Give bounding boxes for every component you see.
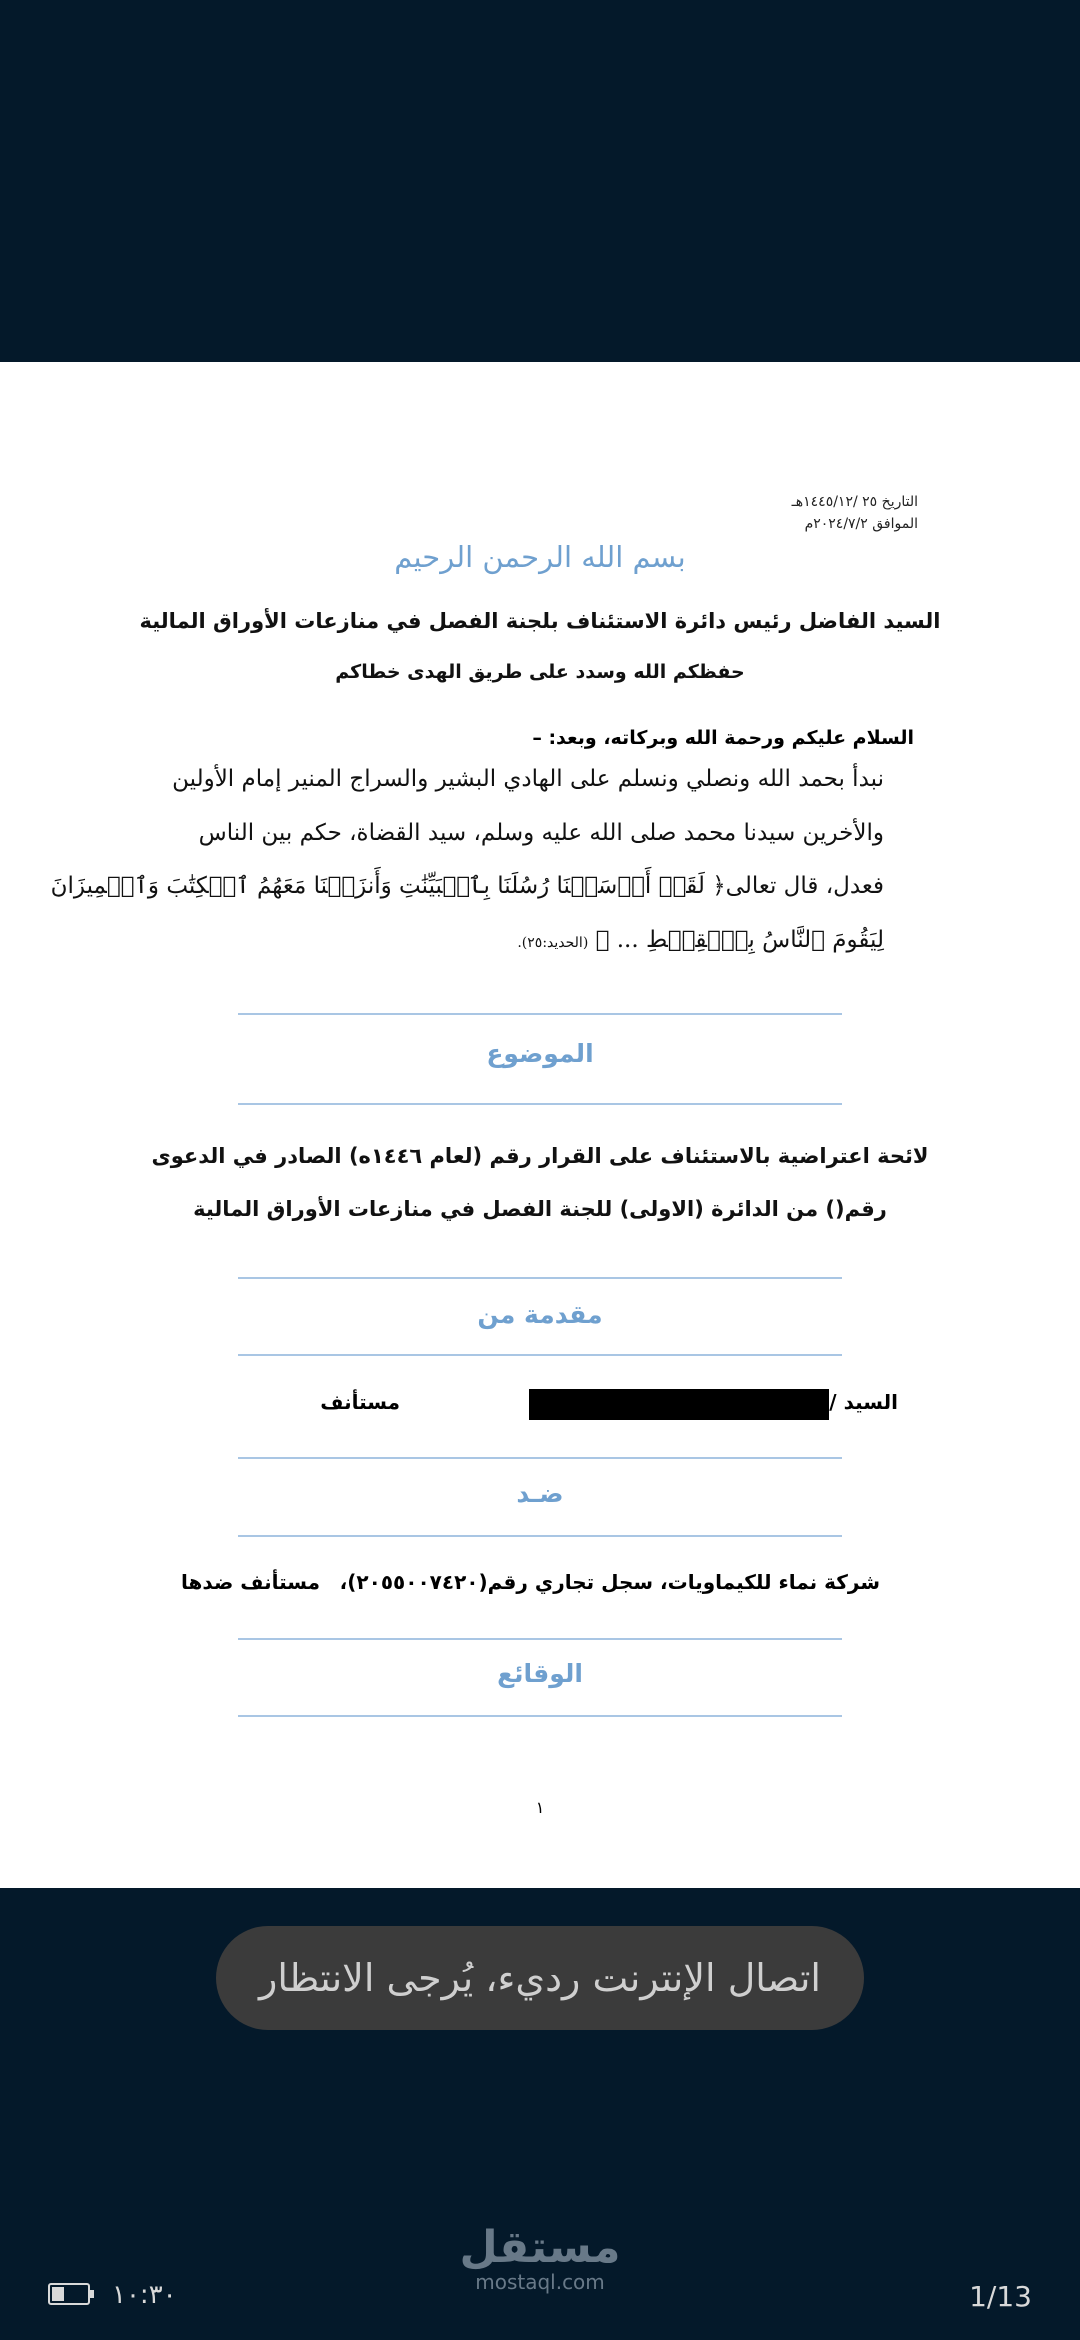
greeting-line: السلام عليكم ورحمة الله وبركاته، وبعد: – [532,727,914,749]
mostaql-watermark [440,2222,640,2294]
section-facts: الوقائع [497,1659,583,1688]
date-hijri: التاريخ ٢٥ /١٤٤٥/١٢هـ [791,494,918,510]
intro-line: فعدل، قال تعالى﴿ لَقَدۡ أَرۡسَلۡنَا رُسُلَنَا بِٱلۡبَيِّنَٰتِ وَأَنزَلۡنَا مَعَهُمُ ٱلۡكِتَٰبَ وَٱلۡمِيزَانَ [50,873,884,899]
page-counter[interactable]: 1/13 [969,2280,1032,2313]
subject-line: لائحة اعتراضية بالاستئناف على القرار رقم (لعام ١٤٤٦ه) الصادر في الدعوى [151,1144,929,1168]
divider [238,1103,842,1105]
addressee-line: السيد الفاضل رئيس دائرة الاستئناف بلجنة الفصل في منازعات الأوراق المالية [139,609,941,633]
section-submitted-by: مقدمة من [477,1300,603,1329]
intro-line: والأخرين سيدنا محمد صلى الله عليه وسلم، سيد القضاة، حكم بين الناس [198,820,884,846]
page-number: ١ [535,1798,545,1817]
respondent-role: مستأنف ضدها [181,1570,320,1594]
divider [238,1277,842,1279]
section-against: ضـد [516,1479,564,1508]
divider [238,1354,842,1356]
respondent-name: شركة نماء للكيماويات، سجل تجاري رقم(٢٠٥٥٠٠٧٤٢٠)، [339,1570,880,1594]
verse-text: لِيَقُومَ ٱلنَّاسُ بِٱلۡقِسۡطِ ... ﴾ [595,927,884,953]
blessing-line: حفظكم الله وسدد على طريق الهدى خطاكم [335,661,745,683]
divider [238,1013,842,1015]
subject-line: رقم() من الدائرة (الاولى) للجنة الفصل في منازعات الأوراق المالية [193,1197,887,1221]
redacted-name [529,1389,829,1420]
appellant-prefix: السيد / [829,1390,898,1414]
battery-icon [48,2281,96,2311]
poor-connection-toast: اتصال الإنترنت رديء، يُرجى الانتظار [216,1926,864,2030]
watermark-latin: mostaql.com [475,2270,605,2294]
appellant-role: مستأنف [320,1390,400,1414]
divider [238,1535,842,1537]
clock-time: ١٠:٣٠ [112,2280,177,2310]
intro-line-last [517,927,884,953]
date-gregorian: الموافق ٢٠٢٤/٧/٢م [804,516,918,532]
section-subject: الموضوع [486,1039,594,1068]
watermark-arabic: مستقل [459,2222,621,2273]
basmala-heading: بسم الله الرحمن الرحيم [394,540,686,574]
divider [238,1638,842,1640]
divider [238,1715,842,1717]
divider [238,1457,842,1459]
intro-line: نبدأ بحمد الله ونصلي ونسلم على الهادي البشير والسراج المنير إمام الأولين [172,766,884,792]
verse-reference: (الحديد:٢٥). [517,935,589,951]
